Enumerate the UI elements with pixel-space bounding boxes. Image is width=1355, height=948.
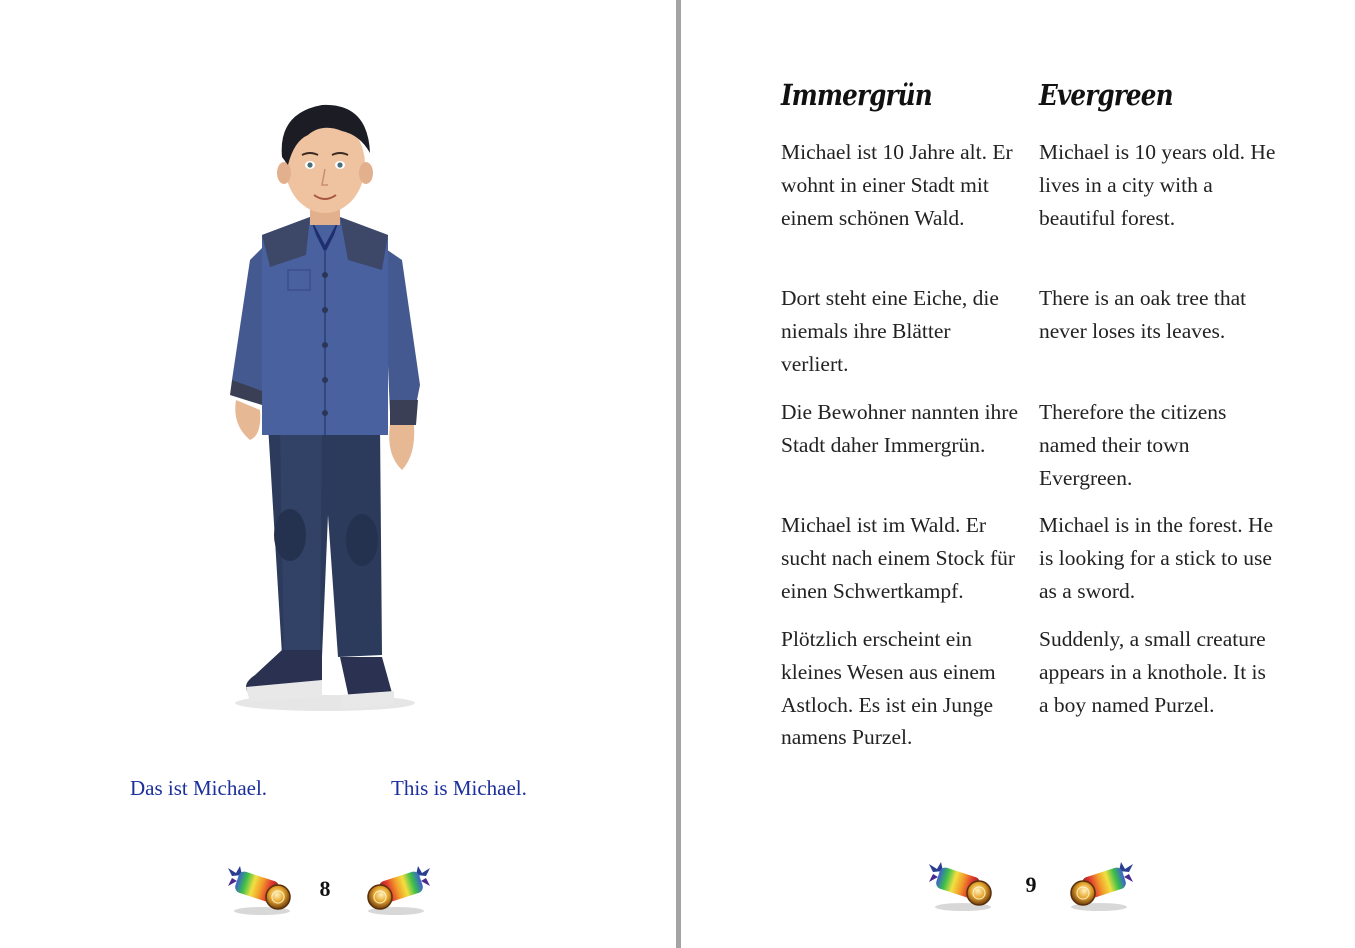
rainbow-kaleidoscope-icon	[362, 864, 432, 916]
paragraph-german: Michael ist im Wald. Er sucht nach einem Stock für einen Schwertkampf.	[781, 513, 1016, 603]
paragraph-german: Plötzlich erscheint ein kleines Wesen aus einem Astloch. Es ist ein Junge namens Purzel.	[781, 627, 996, 750]
paragraph-english: There is an oak tree that never loses its leaves.	[1039, 286, 1247, 343]
title-english: Evergreen	[1039, 78, 1173, 112]
rainbow-kaleidoscope-icon	[1065, 860, 1135, 912]
caption-english: This is Michael.	[391, 776, 527, 800]
page-footer-left	[226, 864, 436, 920]
michael-illustration	[210, 95, 450, 725]
paragraph-german: Dort steht eine Eiche, die niemals ihre Blätter verliert.	[781, 286, 999, 376]
title-german: Immergrün	[781, 78, 932, 112]
paragraph-english: Therefore the citizens named their town Evergreen.	[1039, 400, 1227, 490]
right-page	[681, 0, 1355, 948]
caption-german: Das ist Michael.	[130, 776, 268, 800]
paragraph-english: Michael is 10 years old. He lives in a city with a beautiful forest.	[1039, 140, 1276, 230]
rainbow-kaleidoscope-icon	[927, 860, 997, 912]
paragraph-german: Die Bewohner nannten ihre Stadt daher Immergrün.	[781, 400, 1019, 457]
page-footer-right	[927, 860, 1137, 916]
page-number: 8	[319, 876, 331, 901]
paragraph-german: Michael ist 10 Jahre alt. Er wohnt in einer Stadt mit einem schönen Wald.	[781, 140, 1013, 230]
paragraph-english: Suddenly, a small creature appears in a knothole. It is a boy named Purzel.	[1039, 627, 1266, 717]
rainbow-kaleidoscope-icon	[226, 864, 296, 916]
paragraph-english: Michael is in the forest. He is looking for a stick to use as a sword.	[1039, 513, 1274, 603]
left-page	[0, 0, 676, 948]
page-number: 9	[1025, 872, 1037, 897]
